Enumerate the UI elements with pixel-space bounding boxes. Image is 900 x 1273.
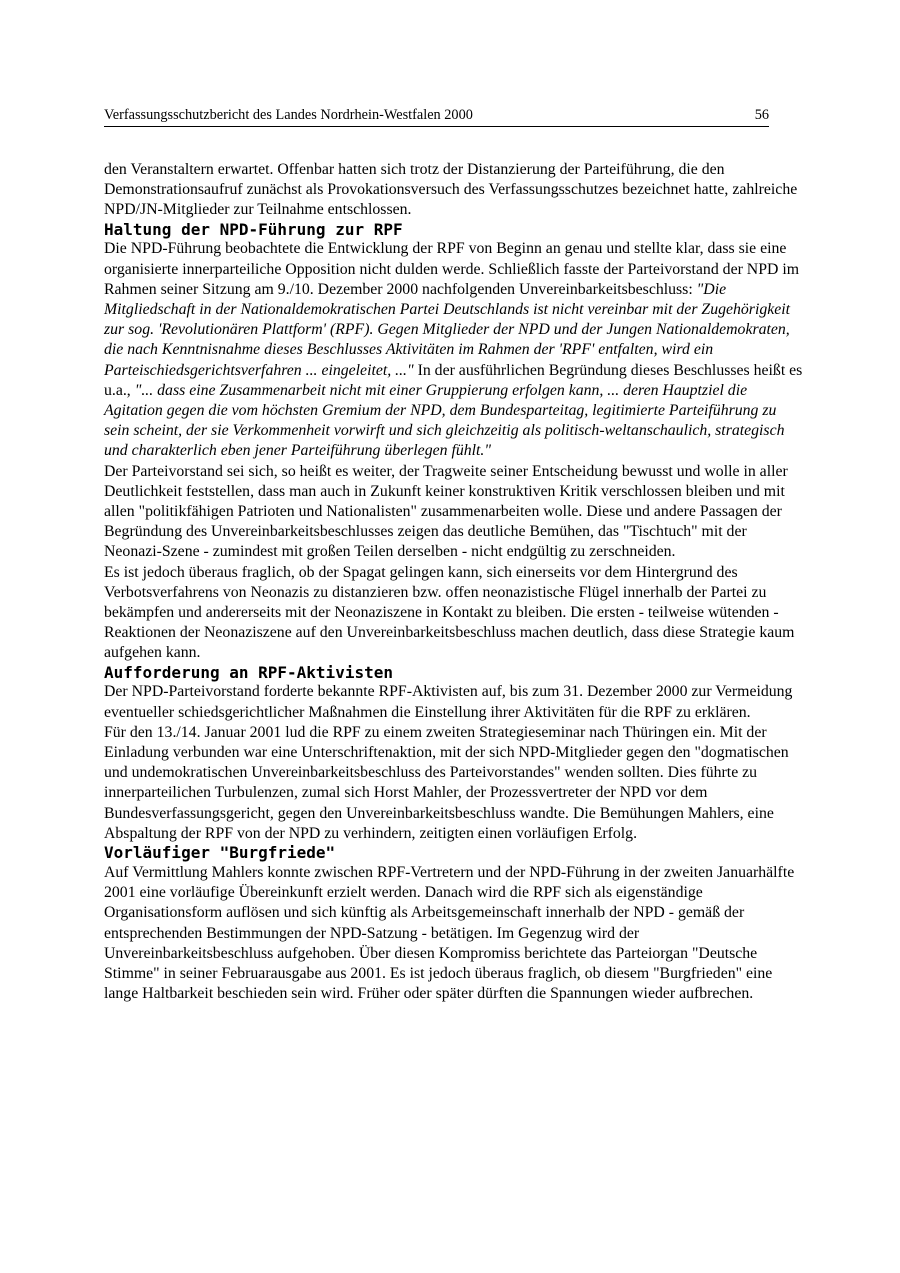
quote-justification: "... dass eine Zusammenarbeit nicht mit einer Gruppierung erfolgen kann, ... deren Hauptziel die Agitation gegen die vom höchsten Gremium der NPD, dem Bundesparteitag, legitimierte Parteiführung zu sein scheint, der sie Verkommenheit vorwirft und sich gleichzeitig als politisch-weltanschaulich, strategisch und charakterlich eben jener Parteiführung überlegen fühlt." <box>104 381 785 460</box>
paragraph-strategy-doubt: Es ist jedoch überaus fraglich, ob der Spagat gelingen kann, sich einerseits vor dem Hintergrund des Verbotsverfahrens von Neonazis zu distanzieren bzw. offen neonazistische Flügel innerhalb der Partei zu bekämpfen und andererseits mit der Neonaziszene in Kontakt zu bleiben. Die ersten - teilweise wütenden - Reaktionen der Neonaziszene auf den Unvereinbarkeitsbeschluss machen deutlich, dass diese Strategie kaum aufgehen kann. <box>104 563 795 662</box>
section-heading-truce: Vorläufiger "Burgfriede" <box>104 843 336 863</box>
paragraph-text: In der ausführlichen Begründung dieses Beschlusses heißt es u.a., <box>104 361 803 399</box>
page-number: 56 <box>754 107 769 123</box>
header-title: Verfassungsschutzbericht des Landes Nordrhein-Westfalen 2000 <box>104 107 473 123</box>
paragraph-resolution <box>104 239 804 461</box>
section-heading-rpf-activists: Aufforderung an RPF-Aktivisten <box>104 662 393 682</box>
page-header <box>104 107 769 127</box>
paragraph-seminar: Für den 13./14. Januar 2001 lud die RPF zu einem zweiten Strategieseminar nach Thüringen ein. Mit der Einladung verbunden war eine Unterschriftenaktion, mit der sich NPD-Mitglieder gegen den "dogmatischen und undemokratischen Unvereinbarkeitsbeschluss des Parteivorstandes" wenden sollten. Dies führte zu innerparteilichen Turbulenzen, zumal sich Horst Mahler, der Prozessvertreter der NPD vor dem Bundesverfassungsgericht, gegen den Unvereinbarkeitsbeschluss wandte. Die Bemühungen Mahlers, eine Abspaltung der RPF von der NPD zu verhindern, zeitigten einen vorläufigen Erfolg. <box>104 723 789 842</box>
intro-paragraph: den Veranstaltern erwartet. Offenbar hatten sich trotz der Distanzierung der Parteiführung, die den Demonstrationsaufruf zunächst als Provokationsversuch des Verfassungsschutzes bezeichnet hatte, zahlreiche NPD/JN-Mitglieder zur Teilnahme entschlossen. <box>104 161 798 219</box>
paragraph-text: Die NPD-Führung beobachtete die Entwicklung der RPF von Beginn an genau und stellte klar, dass sie eine organisierte innerparteiliche Opposition nicht dulden werde. Schließlich fasste der Parteivorstand der NPD im Rahmen seiner Sitzung am 9./10. Dezember 2000 nachfolgenden Unvereinbarkeitsbeschluss: <box>104 240 800 298</box>
section-heading-npd-stance: Haltung der NPD-Führung zur RPF <box>104 219 403 239</box>
paragraph-agreement: Auf Vermittlung Mahlers konnte zwischen RPF-Vertretern und der NPD-Führung in der zweiten Januarhälfte 2001 eine vorläufige Übereinkunft erzielt werden. Danach wird die RPF sich als eigenständige Organisationsform auflösen und sich künftig als Arbeitsgemeinschaft innerhalb der NPD - gemäß der entsprechenden Bestimmungen der NPD-Satzung - betätigen. Im Gegenzug wird der Unvereinbarkeitsbeschluss aufgehoben. Über diesen Kompromiss berichtete das Parteiorgan "Deutsche Stimme" in seiner Februarausgabe aus 2001. Es ist jedoch überaus fraglich, ob diesem "Burgfrieden" eine lange Haltbarkeit beschieden sein wird. Früher oder später dürften die Spannungen wieder aufbrechen. <box>104 863 795 1003</box>
document-body <box>104 160 804 1004</box>
paragraph-executive-board: Der Parteivorstand sei sich, so heißt es weiter, der Tragweite seiner Entscheidung bewusst und wolle in aller Deutlichkeit feststellen, dass man auch in Zukunft keiner konstruktiven Kritik verschlossen bleiben und mit allen "politikfähigen Patrioten und Nationalisten" zusammenarbeiten wolle. Diese und andere Passagen der Begründung des Unvereinbarkeitsbeschlusses zeigen das deutliche Bemühen, das "Tischtuch" mit der Neonazi-Szene - zumindest mit großen Teilen derselben - nicht endgültig zu zerschneiden. <box>104 462 788 561</box>
paragraph-demand: Der NPD-Parteivorstand forderte bekannte RPF-Aktivisten auf, bis zum 31. Dezember 2000 zur Vermeidung eventueller schiedsgerichtlicher Maßnahmen die Einstellung ihrer Aktivitäten für die RPF zu erklären. <box>104 683 793 721</box>
quote-resolution: "Die Mitgliedschaft in der Nationaldemokratischen Partei Deutschlands ist nicht vereinbar mit der Zugehörigkeit zur sog. 'Revolutionären Plattform' (RPF). Gegen Mitglieder der NPD und der Jungen Nationaldemokraten, die nach Kenntnisnahme dieses Beschlusses Aktivitäten im Rahmen der 'RPF' entfalten, wird ein Parteischiedsgerichtsverfahren ... eingeleitet, ..." <box>104 280 791 379</box>
